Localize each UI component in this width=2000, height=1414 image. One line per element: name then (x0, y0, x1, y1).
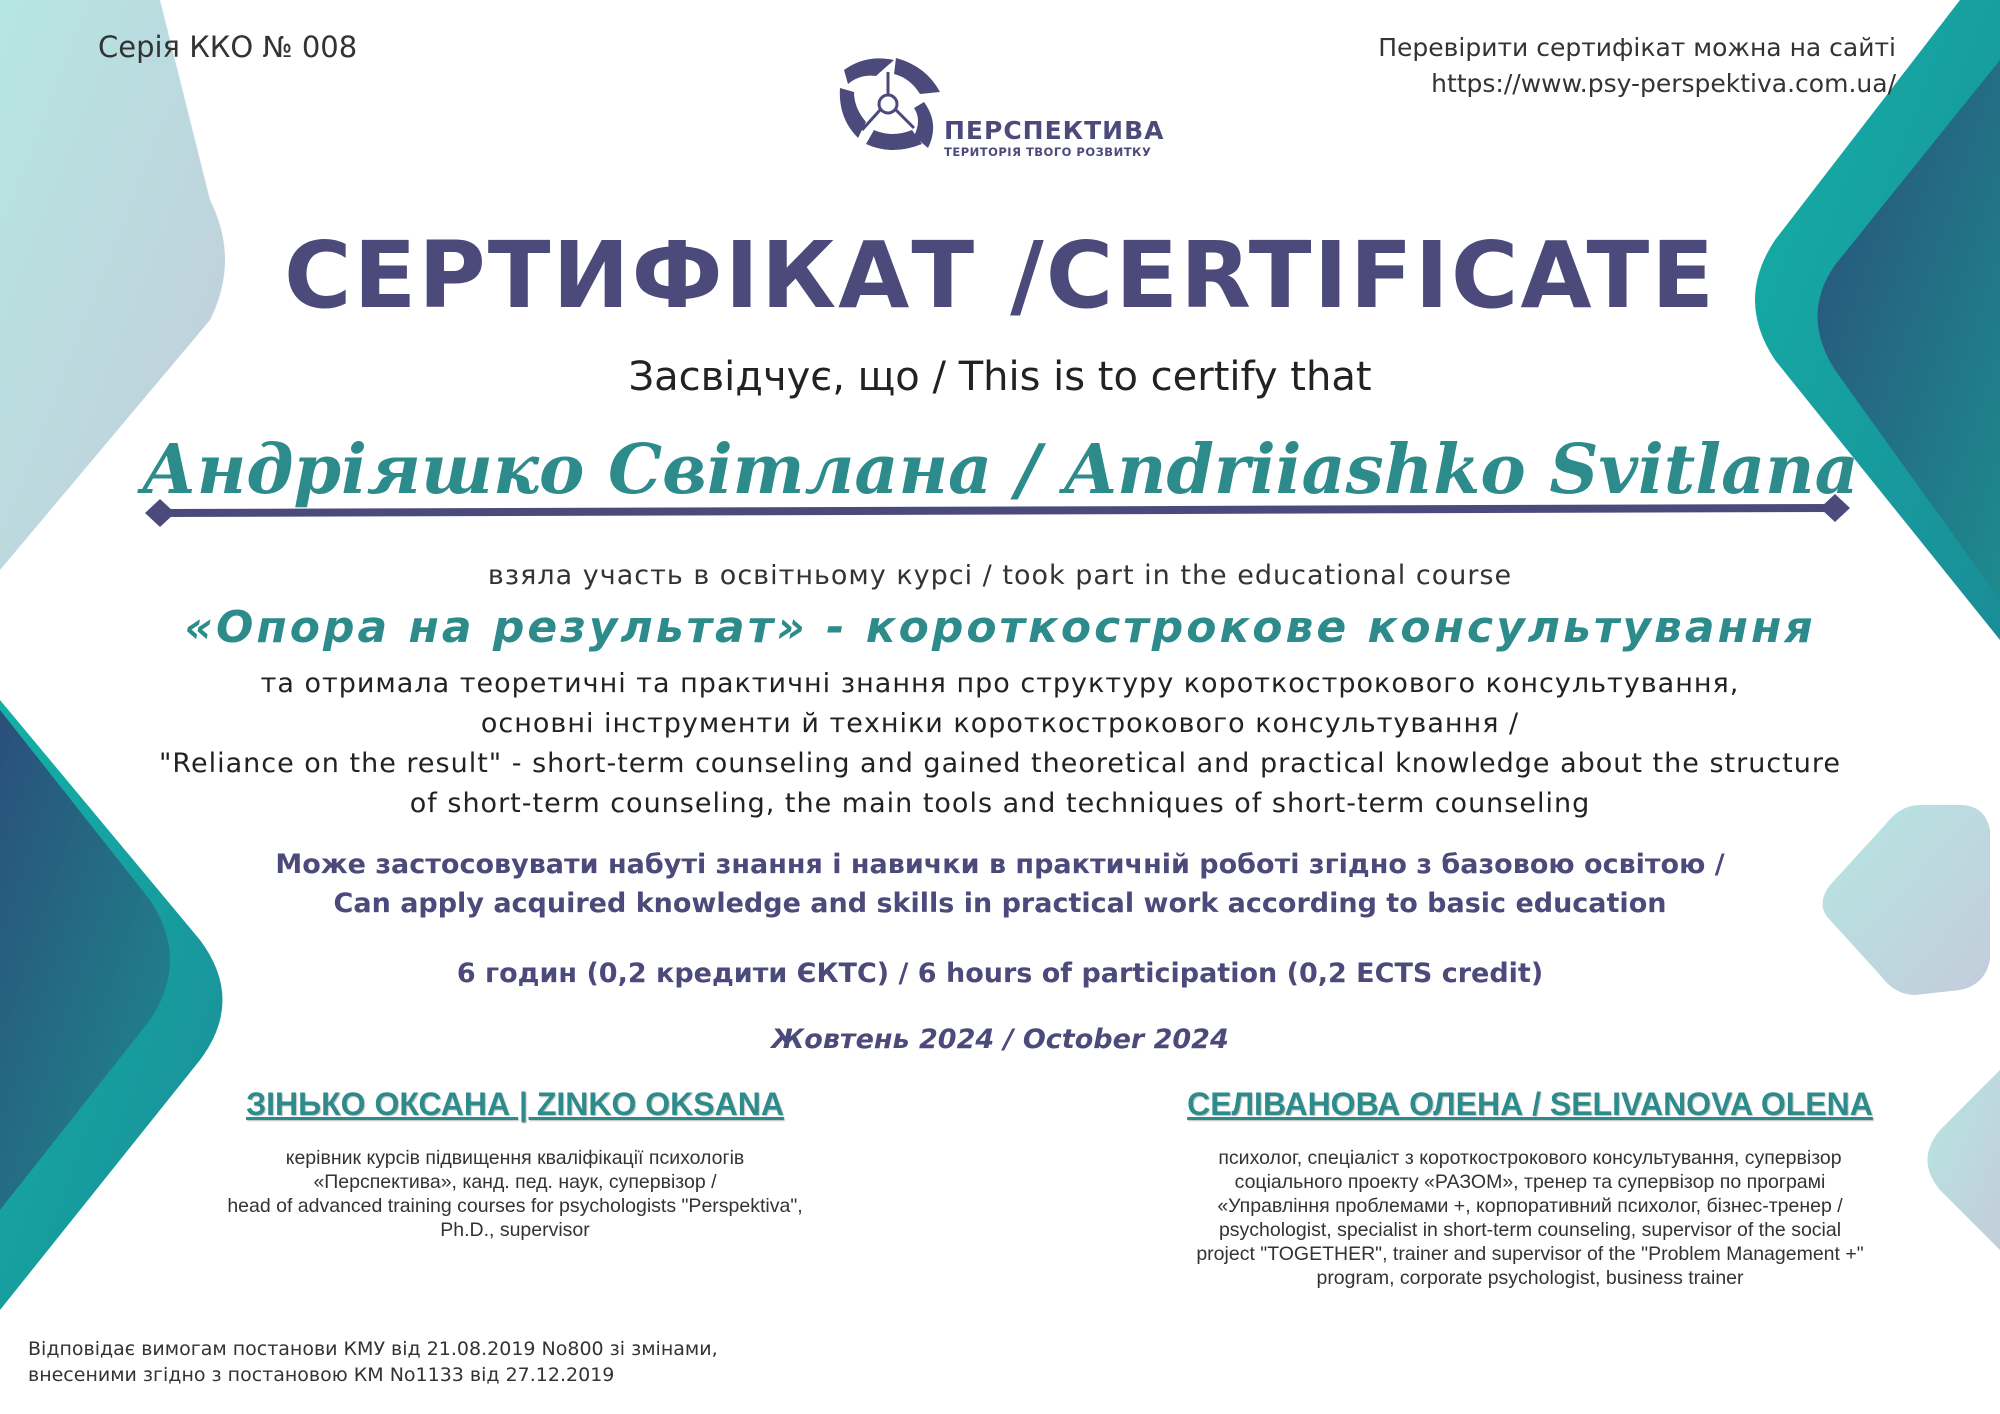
verify-text: Перевірити сертифікат можна на сайті (1378, 33, 1896, 62)
role-line: «Перспектива», канд. пед. наук, супервізор / (313, 1171, 717, 1193)
role-line: «Управління проблемами +, корпоративний психолог, бізнес-тренер / (1217, 1195, 1843, 1217)
signatory-name-zinko: ЗІНЬКО ОКСАНА | ZINKO OKSANA (246, 1086, 784, 1122)
footer-line: Відповідає вимогам постанови КМУ від 21.08.2019 No800 зі змінами, (28, 1338, 718, 1360)
hours-credits: 6 годин (0,2 кредити ЄКТС) / 6 hours of participation (0,2 ECTS credit) (456, 958, 1544, 989)
signatory-name-selivanova: СЕЛІВАНОВА ОЛЕНА / SELIVANOVA OLENA (1187, 1086, 1873, 1122)
certificate-series: Серія ККО № 008 (98, 30, 358, 64)
bottom-right-light-shape (1928, 1070, 2000, 1250)
role-line: project "TOGETHER", trainer and supervisor of the "Problem Management +" (1196, 1243, 1864, 1265)
legal-footer (28, 1336, 718, 1388)
verify-url: https://www.psy-perspektiva.com.ua/ (1431, 69, 1896, 98)
role-line: психолог, спеціаліст з короткострокового консультування, супервізор (1218, 1147, 1842, 1169)
signatory-role-zinko (170, 1146, 860, 1242)
role-line: керівник курсів підвищення кваліфікації психологів (285, 1147, 745, 1169)
description-line: та отримала теоретичні та практичні знання про структуру короткострокового консультування, (260, 668, 1740, 699)
apply-line-ua: Може застосовувати набуті знання і навички в практичній роботі згідно з базовою освітою / (275, 849, 1725, 880)
certify-text: Засвідчує, що / This is to certify that (628, 354, 1372, 400)
course-description (0, 664, 2000, 824)
took-part-text: взяла участь в освітньому курсі / took part in the educational course (487, 560, 1513, 591)
apply-statement (0, 845, 2000, 923)
role-line: head of advanced training courses for psychologists "Perspektiva", (227, 1195, 803, 1217)
role-line: Ph.D., supervisor (440, 1219, 590, 1241)
verify-note (1196, 30, 1896, 102)
apply-line-en: Can apply acquired knowledge and skills in practical work according to basic education (333, 888, 1667, 919)
logo-tagline: ТЕРИТОРІЯ ТВОГО РОЗВИТКУ (944, 145, 1152, 159)
logo-name: ПЕРСПЕКТИВА (944, 116, 1165, 145)
recipient-name: Андріяшко Світлана / Andriiashko Svitlana (141, 430, 1859, 510)
role-line: program, corporate psychologist, business trainer (1316, 1267, 1744, 1289)
description-line: основні інструменти й техніки короткострокового консультування / (480, 708, 1520, 739)
description-line: of short-term counseling, the main tools and techniques of short-term counseling (409, 788, 1591, 819)
footer-line: внесеними згідно з постановою КМ No1133 від 27.12.2019 (28, 1364, 615, 1386)
certificate-title: СЕРТИФІКАТ /CERTIFICATE (283, 222, 1717, 329)
description-line: "Reliance on the result" - short-term counseling and gained theoretical and practical knowledge about the structure (159, 748, 1841, 779)
signatory-role-selivanova (1140, 1146, 1920, 1290)
role-line: соціального проекту «РАЗОМ», тренер та супервізор по програмі (1234, 1171, 1826, 1193)
role-line: psychologist, specialist in short-term counseling, supervisor of the social (1218, 1219, 1842, 1241)
course-title: «Опора на результат» - короткострокове консультування (184, 602, 1816, 653)
certificate-date: Жовтень 2024 / October 2024 (771, 1024, 1229, 1055)
